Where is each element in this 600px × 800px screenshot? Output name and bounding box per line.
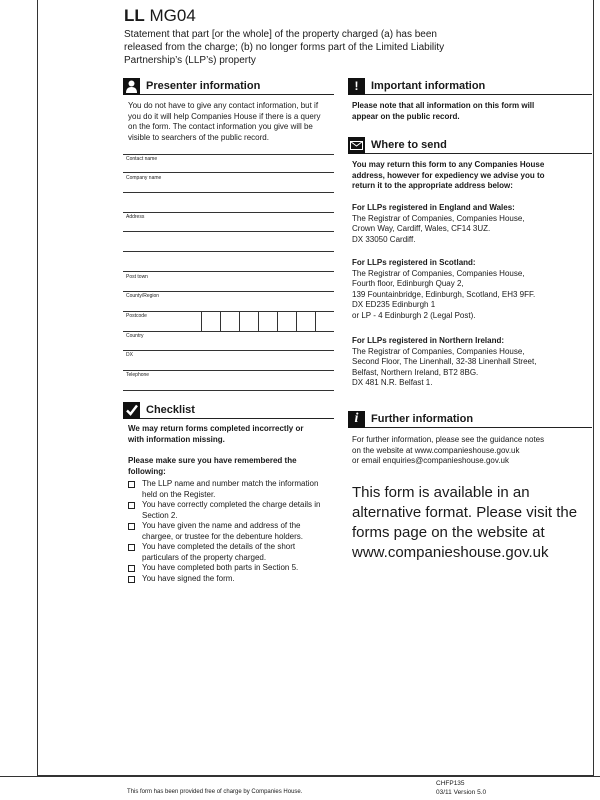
checklist-header (123, 402, 334, 419)
address-field-line2[interactable] (123, 233, 334, 252)
address-scotland: For LLPs registered in Scotland: The Registrar of Companies, Companies House, Fourth floor, Edinburgh Quay 2, 139 Fountainbridge, Edinburgh, Scotland, EH3 9FF. DX ED235 Edinburgh 1 or LP - 4 Edinburgh 2 (Legal Post). (352, 258, 536, 320)
checklist-prompt: Please make sure you have remembered the following: (128, 456, 297, 476)
checklist-item[interactable]: You have given the name and address of the chargee, or trustee for the debenture holders. (128, 521, 334, 542)
checklist-items (128, 479, 334, 584)
checklist-item[interactable]: You have signed the form. (128, 574, 334, 585)
where-to-send-header (348, 137, 592, 154)
person-icon (123, 78, 140, 95)
company-name-field-line2[interactable] (123, 194, 334, 213)
checklist-title: Checklist (146, 404, 195, 416)
presenter-header (123, 78, 334, 95)
postcode-boxes[interactable] (183, 312, 334, 332)
presenter-intro: You do not have to give any contact information, but if you do it will help Companies House if there is a query on the form. The contact information you give will be visible to searchers of the public record. (128, 101, 321, 142)
telephone-field[interactable]: Telephone (123, 371, 334, 391)
where-to-send-intro: You may return this form to any Companies House address, however for expediency we advise you to return it to the appropriate address below: (352, 160, 545, 190)
checklist-item[interactable]: The LLP name and number match the information held on the Register. (128, 479, 334, 500)
envelope-icon (348, 137, 365, 154)
address-northern-ireland: For LLPs registered in Northern Ireland: The Registrar of Companies, Companies House, Second Floor, The Linenhall, 32-38 Linenhall Street, Belfast, Northern Ireland, BT2 8BG. DX 481 N.R. Belfast 1. (352, 336, 537, 387)
address-england: For LLPs registered in England and Wales: The Registrar of Companies, Companies House, Crown Way, Cardiff, Wales, CF14 3UZ. DX 33050 Cardiff. (352, 203, 525, 244)
where-to-send-title: Where to send (371, 139, 447, 151)
footer-form-code: CHFP135 03/11 Version 5.0 (436, 780, 487, 796)
checkbox[interactable] (128, 502, 135, 509)
checklist-warning: We may return forms completed incorrectly or with information missing. (128, 424, 304, 444)
footer-divider (0, 776, 600, 777)
checkbox[interactable] (128, 523, 135, 530)
company-name-field[interactable]: Company name (123, 174, 334, 193)
tick-icon (123, 402, 140, 419)
info-icon: i (348, 411, 365, 428)
important-text: Please note that all information on this form will appear on the public record. (352, 101, 535, 121)
checkbox[interactable] (128, 565, 135, 572)
footer-note: This form has been provided free of charge by Companies House. (127, 789, 303, 795)
further-info-title: Further information (371, 413, 474, 425)
checkbox[interactable] (128, 576, 135, 583)
checkbox[interactable] (128, 544, 135, 551)
important-title: Important information (371, 80, 486, 92)
contact-name-field[interactable]: Contact name (123, 154, 334, 173)
checklist-item[interactable]: You have correctly completed the charge details in Section 2. (128, 500, 334, 521)
further-info-text: For further information, please see the guidance notes on the website at www.companieshouse.gov.uk or email enquiries@companieshouse.gov.uk (352, 435, 545, 465)
post-town-field[interactable]: Post town (123, 273, 334, 292)
address-field[interactable]: Address (123, 213, 334, 232)
checklist-item[interactable]: You have completed both parts in Section 5. (128, 563, 334, 574)
further-info-header (348, 411, 592, 428)
checklist-item[interactable]: You have completed the details of the short particulars of the property charged. (128, 542, 334, 563)
exclamation-icon: ! (348, 78, 365, 95)
form-heading (124, 6, 464, 67)
form-description: Statement that part [or the whole] of the property charged (a) has been released from the charge; (b) no longer forms part of the Limited Liability Partnership’s (LLP’s) property (124, 29, 445, 66)
address-field-line3[interactable] (123, 253, 334, 272)
country-field[interactable]: Country (123, 332, 334, 351)
checkbox[interactable] (128, 481, 135, 488)
form-code: LL MG04 (124, 6, 196, 25)
dx-field[interactable]: DX (123, 351, 334, 371)
county-region-field[interactable]: County/Region (123, 292, 334, 312)
presenter-title: Presenter information (146, 80, 261, 92)
postcode-field[interactable]: Postcode (123, 312, 334, 332)
alternative-format-notice: This form is available in an alternative format. Please visit the forms page on the website at www.companieshouse.gov.uk (352, 484, 578, 561)
important-header (348, 78, 592, 95)
